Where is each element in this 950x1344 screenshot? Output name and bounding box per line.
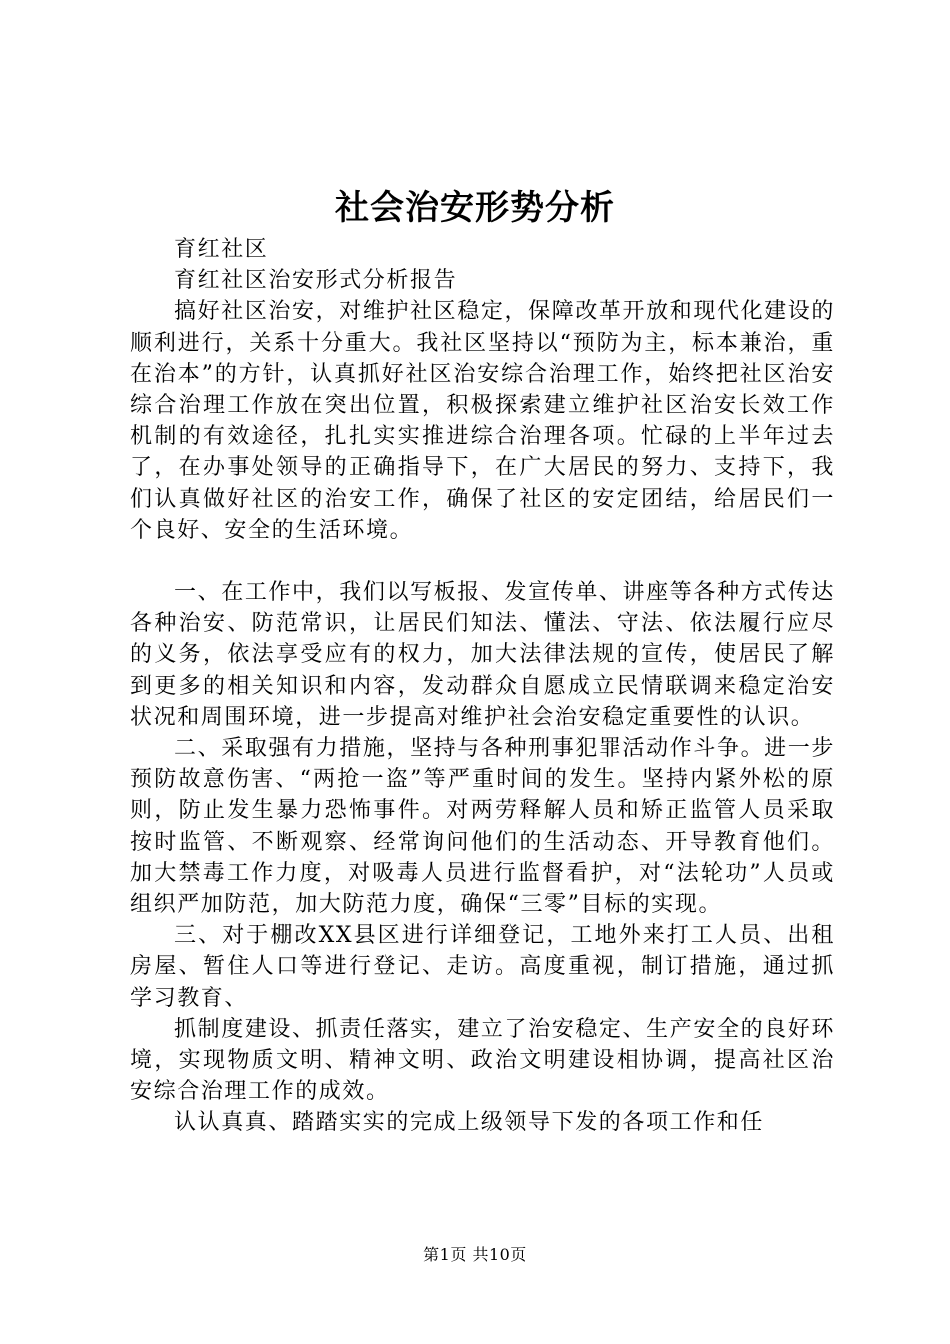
paragraph-item-three-continued: 抓制度建设、抓责任落实，建立了治安稳定、生产安全的良好环境，实现物质文明、精神文明、政治文明建设相协调，提高社区治安综合治理工作的成效。 xyxy=(130,1016,835,1105)
paragraph-item-three: 三、对于棚改XX县区进行详细登记，工地外来打工人员、出租房屋、暂住人口等进行登记、走访。高度重视，制订措施，通过抓学习教育、 xyxy=(130,923,835,1011)
document-title: 社会治安形势分析 xyxy=(335,188,615,228)
paragraph-report-title: 育红社区治安形式分析报告 xyxy=(174,268,458,294)
paragraph-item-one: 一、在工作中，我们以写板报、发宣传单、讲座等各种方式传达各种治安、防范常识，让居民们知法、懂法、守法、依法履行应尽的义务，依法享受应有的权力，加大法律法规的宣传，使居民了解到更多的相关知识和内容，发动群众自愿成立民情联调来稳定治安状况和周围环境，进一步提高对维护社会治安稳定重要性的认识。 xyxy=(130,580,835,730)
paragraph-final: 认认真真、踏踏实实的完成上级领导下发的各项工作和任 xyxy=(174,1110,765,1136)
paragraph-intro: 搞好社区治安，对维护社区稳定，保障改革开放和现代化建设的顺利进行，关系十分重大。我社区坚持以“预防为主，标本兼治，重在治本”的方针，认真抓好社区治安综合治理工作，始终把社区治安综合治理工作放在突出位置，积极探索建立维护社区治安长效工作机制的有效途径，扎扎实实推进综合治理各项。忙碌的上半年过去了，在办事处领导的正确指导下，在广大居民的努力、支持下，我们认真做好社区的治安工作，确保了社区的安定团结，给居民们一个良好、安全的生活环境。 xyxy=(130,299,835,543)
paragraph-item-two: 二、采取强有力措施，坚持与各种刑事犯罪活动作斗争。进一步预防故意伤害、“两抢一盗”等严重时间的发生。坚持内紧外松的原则，防止发生暴力恐怖事件。对两劳释解人员和矫正监管人员采取按时监管、不断观察、经常询问他们的生活动态、开导教育他们。加大禁毒工作力度，对吸毒人员进行监督看护，对“法轮功”人员或组织严加防范，加大防范力度，确保“三零”目标的实现。 xyxy=(130,736,835,918)
page-number-footer: 第1页 共10页 xyxy=(423,1245,527,1264)
paragraph-community-name: 育红社区 xyxy=(174,237,269,262)
document-body xyxy=(130,234,835,1139)
